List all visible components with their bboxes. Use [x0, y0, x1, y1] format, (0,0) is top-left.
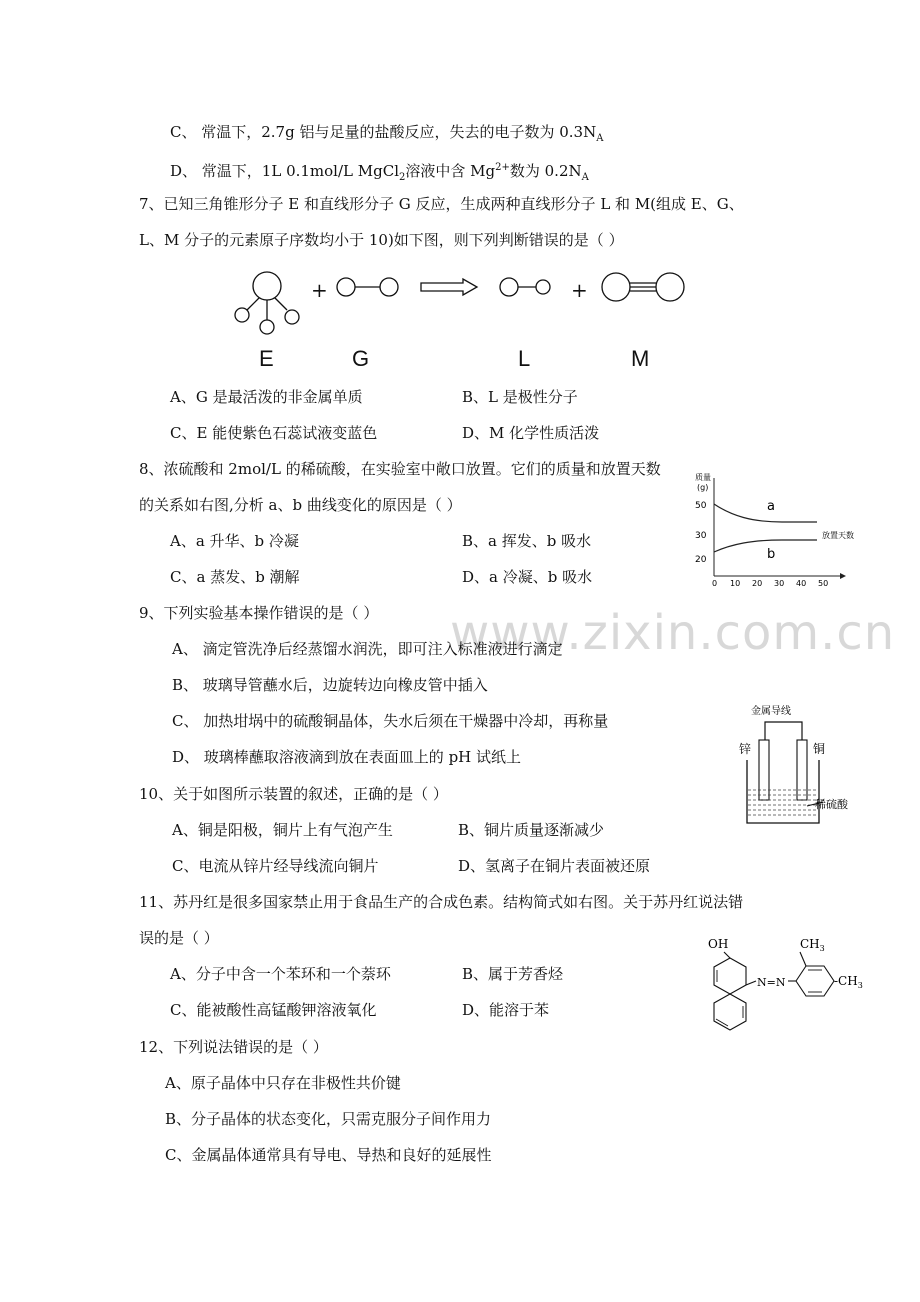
q11-option-d: D、能溶于苯 [462, 1001, 550, 1019]
q6-option-d-mid: 溶液中含 Mg [405, 162, 496, 180]
q8-ytick-50: 50 [695, 501, 707, 511]
watermark: www.zixin.com.cn [450, 605, 896, 661]
q8-ytick-30: 30 [695, 531, 707, 541]
q7-label-m: M [631, 346, 650, 371]
q7-label-l: L [518, 346, 531, 371]
q8-curve-a [714, 504, 817, 522]
q9-option-b: B、 玻璃导管蘸水后，边旋转边向橡皮管中插入 [172, 676, 488, 694]
q8-xtick-10: 10 [730, 579, 741, 588]
q11-option-b: B、属于芳香烃 [462, 965, 564, 983]
q11-azo-label: N=N [757, 976, 786, 989]
q11-ch3-top: $CH_3$ [800, 937, 825, 953]
q7-plus-1: + [311, 278, 328, 302]
q11-ch3-right: $-CH_3$ [834, 974, 863, 990]
q8-option-a: A、a 升华、b 冷凝 [170, 532, 299, 550]
q10-galvanic-cell [735, 702, 855, 832]
q10-zn-label: 锌 [739, 742, 752, 756]
q6-option-c-sub: A [596, 133, 604, 144]
q10-option-d: D、氢离子在铜片表面被还原 [458, 857, 651, 875]
q7-option-c: C、E 能使紫色石蕊试液变蓝色 [170, 424, 378, 442]
q8-xtick-50: 50 [818, 579, 829, 588]
q11-oh-label: OH [708, 937, 729, 951]
q8-option-c: C、a 蒸发、b 潮解 [170, 568, 300, 586]
q8-stem-line1: 8、浓硫酸和 2mol/L 的稀硫酸，在实验室中敞口放置。它们的质量和放置天数 [139, 460, 661, 478]
q8-mass-chart [692, 470, 852, 590]
q6-option-c [170, 122, 603, 149]
q8-xtick-30: 30 [774, 579, 785, 588]
q7-reaction-diagram [225, 268, 695, 338]
q7-label-g: G [352, 346, 370, 371]
q11-stem-line2: 误的是（ ） [139, 929, 219, 947]
q10-option-c: C、电流从锌片经导线流向铜片 [172, 857, 379, 875]
q12-option-b: B、分子晶体的状态变化，只需克服分子间作用力 [165, 1110, 492, 1128]
q7-stem-line2: L、M 分子的元素原子序数均小于 10)如下图，则下列判断错误的是（ ） [139, 231, 624, 249]
q8-xtick-40: 40 [796, 579, 807, 588]
q11-sudan-structure [700, 930, 870, 1030]
q10-stem: 10、关于如图所示装置的叙述，正确的是（ ） [139, 785, 448, 803]
q12-option-c: C、金属晶体通常具有导电、导热和良好的延展性 [165, 1146, 492, 1164]
q8-option-b: B、a 挥发、b 吸水 [462, 532, 592, 550]
q7-option-d: D、M 化学性质活泼 [462, 424, 600, 442]
q7-label-e: E [259, 346, 274, 371]
q8-ytick-20: 20 [695, 555, 707, 565]
q6-option-d-sub2: A [581, 172, 589, 183]
q10-acid-label: 稀硫酸 [815, 798, 848, 811]
q6-option-d-post: 数为 0.2N [509, 162, 582, 180]
q8-ylabel-1: 质量 [695, 473, 711, 482]
q8-option-d: D、a 冷凝、b 吸水 [462, 568, 593, 586]
q9-option-a: A、 滴定管洗净后经蒸馏水润洗，即可注入标准液进行滴定 [172, 640, 563, 658]
q9-option-d: D、 玻璃棒蘸取溶液滴到放在表面皿上的 pH 试纸上 [172, 748, 522, 766]
q8-label-b: b [767, 547, 776, 562]
q7-stem-line1: 7、已知三角锥形分子 E 和直线形分子 G 反应，生成两种直线形分子 L 和 M(组成 E、G、 [139, 195, 744, 213]
q7-plus-2: + [571, 278, 588, 302]
q6-option-c-text: C、 常温下，2.7g 铝与足量的盐酸反应，失去的电子数为 0.3N [170, 123, 597, 141]
q10-cu-label: 铜 [813, 742, 826, 756]
q6-option-d-sup: 2+ [495, 162, 510, 173]
q10-option-a: A、铜是阳极，铜片上有气泡产生 [172, 821, 393, 839]
q11-stem-line1: 11、苏丹红是很多国家禁止用于食品生产的合成色素。结构简式如右图。关于苏丹红说法错 [139, 893, 744, 911]
q9-option-c: C、 加热坩埚中的硫酸铜晶体，失水后须在干燥器中冷却，再称量 [172, 712, 609, 730]
q9-stem: 9、下列实验基本操作错误的是（ ） [139, 604, 379, 622]
q8-label-a: a [767, 499, 775, 514]
q11-option-a: A、分子中含一个苯环和一个萘环 [170, 965, 391, 983]
q8-xtick-20: 20 [752, 579, 763, 588]
q8-xlabel: 放置天数 [822, 531, 854, 540]
q8-stem-line2: 的关系如右图,分析 a、b 曲线变化的原因是（ ） [139, 496, 462, 514]
q10-option-b: B、铜片质量逐渐减少 [458, 821, 605, 839]
q12-option-a: A、原子晶体中只存在非极性共价键 [165, 1074, 401, 1092]
q6-option-d [170, 158, 589, 188]
q6-option-d-text: D、 常温下，1L 0.1mol/L MgCl [170, 162, 399, 180]
q7-option-a: A、G 是最活泼的非金属单质 [170, 388, 363, 406]
q11-option-c: C、能被酸性高锰酸钾溶液氧化 [170, 1001, 377, 1019]
q7-option-b: B、L 是极性分子 [462, 388, 578, 406]
q12-stem: 12、下列说法错误的是（ ） [139, 1038, 328, 1056]
q8-xtick-0: 0 [712, 579, 718, 588]
q8-ylabel-2: (g) [697, 483, 709, 492]
q10-wire-label: 金属导线 [751, 706, 791, 717]
q6-option-d-sub1: 2 [399, 172, 406, 183]
q8-curve-b [714, 540, 817, 552]
